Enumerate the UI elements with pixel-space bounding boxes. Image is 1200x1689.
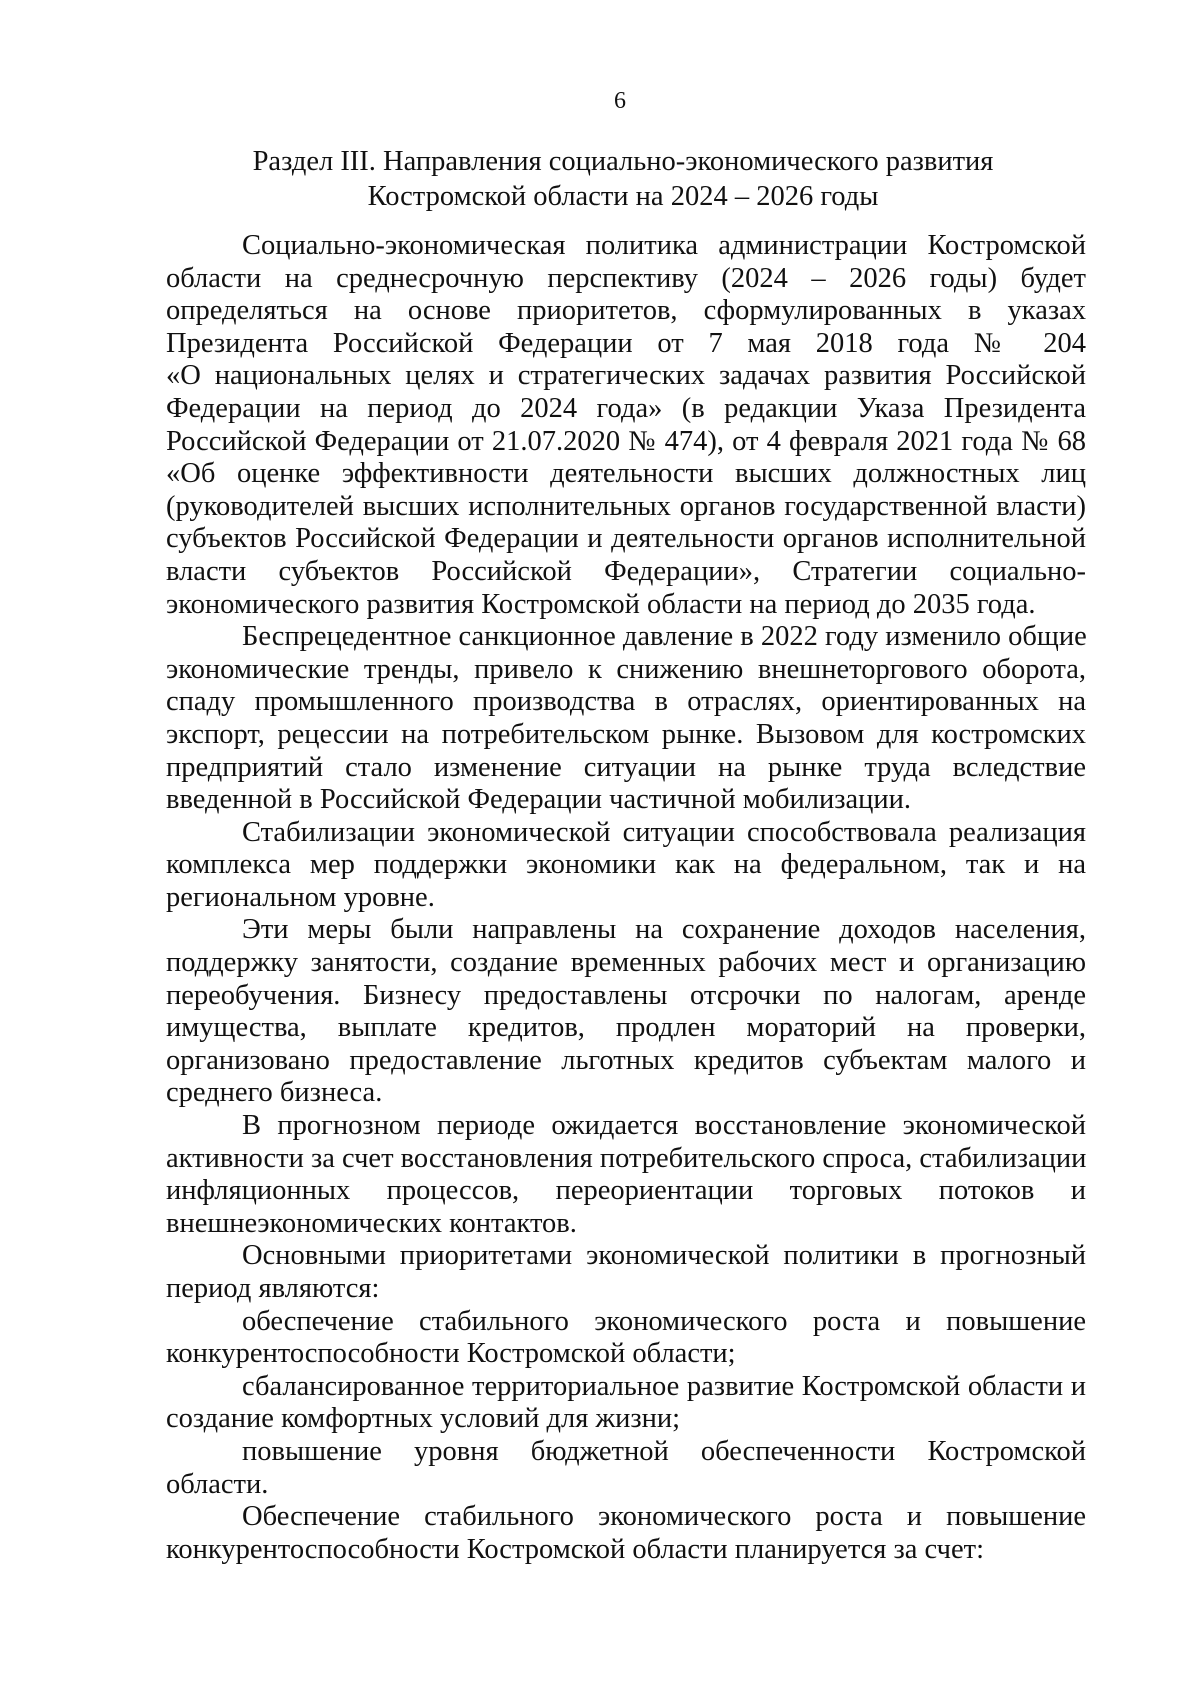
paragraph [166, 621, 1086, 817]
text-line: субъектов Российской Федерации и деятельности органов исполнительной [166, 523, 1086, 555]
text-line: внешнеэкономических контактов. [166, 1207, 577, 1239]
text-line: конкурентоспособности Костромской области планируется за счет: [166, 1533, 984, 1565]
text-line: повышение уровня бюджетной обеспеченности Костромской [242, 1435, 1086, 1467]
text-line: введенной в Российской Федерации частичной мобилизации. [166, 784, 912, 816]
text-line: Эти меры были направлены на сохранение доходов населения, [242, 914, 1086, 946]
section-title-line: Раздел III. Направления социально-экономического развития [252, 146, 994, 177]
paragraph [166, 230, 1086, 621]
text-line: имущества, выплате кредитов, продлен мораторий на проверки, [166, 1012, 1086, 1044]
text-line: региональном уровне. [166, 881, 435, 913]
text-line: В прогнозном периоде ожидается восстановление экономической [242, 1110, 1086, 1142]
text-line: Российской Федерации от 21.07.2020 № 474), от 4 февраля 2021 года № 68 [166, 425, 1086, 457]
text-line: комплекса мер поддержки экономики как на федеральном, так и на [166, 849, 1086, 881]
text-line: «О национальных целях и стратегических задачах развития Российской [166, 360, 1086, 392]
text-line: Президента Российской Федерации от 7 мая 2018 года № 204 [166, 327, 1086, 359]
text-line: спаду промышленного производства в отраслях, ориентированных на [166, 686, 1086, 718]
paragraph [166, 817, 1086, 915]
paragraph [166, 1240, 1086, 1305]
text-line: Федерации на период до 2024 года» (в редакции Указа Президента [166, 392, 1086, 424]
text-line: Основными приоритетами экономической политики в прогнозный [242, 1240, 1086, 1272]
page-number: 6 [614, 88, 626, 114]
text-line: области. [166, 1468, 269, 1500]
text-line: экспорт, рецессии на потребительском рынке. Вызовом для костромских [166, 718, 1086, 750]
text-line: Стабилизации экономической ситуации способствовала реализация [242, 816, 1086, 848]
section-title-line: Костромской области на 2024 – 2026 годы [367, 181, 879, 212]
text-line: Социально-экономическая политика администрации Костромской [242, 230, 1086, 261]
text-line: инфляционных процессов, переориентации торговых потоков и [166, 1175, 1086, 1207]
text-line: определяться на основе приоритетов, сформулированных в указах [166, 295, 1086, 327]
text-line: период являются: [166, 1273, 380, 1304]
text-line: экономического развития Костромской области на период до 2035 года. [166, 588, 1036, 620]
text-line: области на среднесрочную перспективу (2024 – 2026 годы) будет [166, 262, 1086, 294]
text-line: предприятий стало изменение ситуации на рынке труда вследствие [166, 751, 1086, 783]
paragraph [166, 1110, 1086, 1240]
paragraph [166, 1306, 1086, 1371]
paragraph [166, 1501, 1086, 1566]
text-line: активности за счет восстановления потребительского спроса, стабилизации [166, 1142, 1087, 1174]
paragraph [166, 1436, 1086, 1501]
text-line: сбалансированное территориальное развитие Костромской области и [242, 1370, 1086, 1402]
text-line: (руководителей высших исполнительных органов государственной власти) [166, 490, 1086, 522]
document-body [166, 230, 1086, 1566]
text-line: власти субъектов Российской Федерации», Стратегии социально- [166, 555, 1086, 587]
text-line: организовано предоставление льготных кредитов субъектам малого и [166, 1044, 1086, 1076]
section-title [0, 144, 1200, 214]
text-line: конкурентоспособности Костромской области; [166, 1338, 736, 1370]
text-line: «Об оценке эффективности деятельности высших должностных лиц [166, 458, 1086, 490]
text-line: Обеспечение стабильного экономического роста и повышение [242, 1501, 1086, 1533]
paragraph [166, 914, 1086, 1110]
text-line: переобучения. Бизнесу предоставлены отсрочки по налогам, аренде [166, 979, 1086, 1011]
text-line: создание комфортных условий для жизни; [166, 1403, 681, 1435]
text-line: экономические тренды, привело к снижению внешнеторгового оборота, [166, 653, 1086, 685]
paragraph [166, 1371, 1086, 1436]
text-line: Беспрецедентное санкционное давление в 2022 году изменило общие [242, 621, 1087, 653]
text-line: обеспечение стабильного экономического роста и повышение [242, 1305, 1086, 1337]
text-line: среднего бизнеса. [166, 1077, 383, 1109]
text-line: поддержку занятости, создание временных рабочих мест и организацию [166, 947, 1086, 979]
